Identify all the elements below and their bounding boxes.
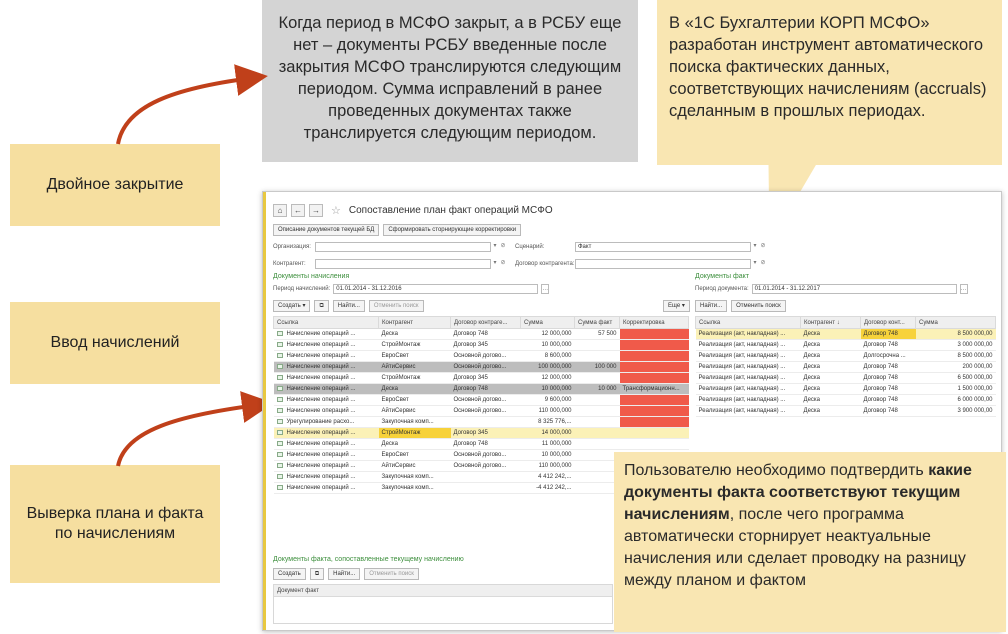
cell-text: ЕвроСвет <box>381 353 409 359</box>
table-cell: Деска <box>801 406 861 417</box>
cell-text: Начисление операций ... <box>286 408 356 415</box>
cell-text: 8 600,000 <box>544 353 572 359</box>
table-cell <box>575 461 620 472</box>
table-cell <box>379 395 451 406</box>
table-cell <box>575 439 620 450</box>
home-button[interactable]: ⌂ <box>273 204 287 217</box>
table-row[interactable] <box>696 406 996 417</box>
table-row[interactable] <box>274 340 689 351</box>
table-cell <box>575 362 620 373</box>
side-box-label: Ввод начислений <box>50 334 180 351</box>
table-cell: Деска <box>801 351 861 362</box>
table-cell: Реализация (акт, накладная) ... <box>696 384 801 395</box>
accruals-period-field[interactable]: 01.01.2014 - 31.12.2016 <box>333 284 538 294</box>
document-icon <box>277 386 283 391</box>
more-button[interactable]: Еще ▾ <box>663 300 690 312</box>
table-cell <box>521 439 575 450</box>
document-icon <box>277 485 283 490</box>
main-toolbar <box>273 224 521 236</box>
document-icon <box>277 375 283 380</box>
cancel-search-button[interactable]: Отменить поиск <box>369 300 424 312</box>
organization-label: Организация: <box>273 243 311 250</box>
cell-text: 57 500 <box>598 331 617 337</box>
cell-text: 110 000,000 <box>538 463 572 469</box>
table-cell <box>620 351 689 362</box>
cell-text: Деска <box>381 386 398 392</box>
cell-text: -4 412 242,... <box>536 485 572 491</box>
document-icon <box>277 331 283 336</box>
table-cell: Деска <box>801 384 861 395</box>
document-icon <box>277 463 283 468</box>
cell-text: АйтиСервис <box>381 408 416 414</box>
side-box-label: Выверка плана и факта по начислениям <box>26 505 204 542</box>
column-header: Сумма факт <box>575 317 620 329</box>
note-text-bold: какие документы факта соответствуют текущим начислениям <box>624 462 972 523</box>
open-icon[interactable]: ⊘ <box>760 242 766 249</box>
accruals-section-title: Документы начисления <box>273 273 350 280</box>
document-icon <box>277 452 283 457</box>
describe-documents-button[interactable]: Описание документов текущей БД <box>273 224 379 236</box>
arrow-to-gray-callout <box>118 78 252 144</box>
note-text-start: Пользователю необходимо подтвердить <box>624 462 929 479</box>
table-cell: Деска <box>801 373 861 384</box>
table-header <box>274 317 689 329</box>
table-cell <box>451 362 521 373</box>
document-icon <box>277 397 283 402</box>
open-icon[interactable]: ⊘ <box>760 259 766 266</box>
table-cell <box>620 406 689 417</box>
cell-text: Договор 748 <box>453 386 488 392</box>
document-icon <box>277 353 283 358</box>
side-box-label: Двойное закрытие <box>46 176 184 193</box>
cell-text: Начисление операций ... <box>286 485 356 492</box>
table-cell <box>620 329 689 340</box>
document-icon <box>277 408 283 413</box>
copy-icon[interactable]: ⧉ <box>314 300 328 312</box>
table-cell <box>521 406 575 417</box>
table-cell: 6 000 000,00 <box>916 395 996 406</box>
table-cell <box>521 450 575 461</box>
cell-text: 10 000,000 <box>541 386 572 392</box>
table-cell <box>521 472 575 483</box>
table-cell <box>379 472 451 483</box>
table-cell <box>379 417 451 428</box>
table-cell: Реализация (акт, накладная) ... <box>696 395 801 406</box>
table-cell <box>575 340 620 351</box>
table-cell <box>620 384 689 395</box>
table-cell <box>575 329 620 340</box>
table-cell <box>379 428 451 439</box>
counterparty-label: Контрагент: <box>273 260 306 267</box>
table-cell: 8 500 000,00 <box>916 329 996 340</box>
cell-text: 12 000,000 <box>541 331 572 337</box>
scenario-field[interactable]: Факт <box>575 242 751 252</box>
organization-field[interactable] <box>315 242 491 252</box>
callout-double-closing-note: Когда период в МСФО закрыт, а в РСБУ еще нет – документы РСБУ введенные после закрытия МСФО транслируются следующим периодом. Сумма исправлений в ранее проведенных документах также транслируется следующим периодом. <box>262 0 638 162</box>
table-cell <box>575 428 620 439</box>
table-cell <box>274 351 379 362</box>
cell-text: Начисление операций ... <box>286 331 356 338</box>
dropdown-icon[interactable]: ▾ <box>753 259 757 266</box>
fact-toolbar <box>695 300 786 312</box>
table-cell <box>274 483 379 494</box>
table-cell <box>379 362 451 373</box>
table-cell <box>274 362 379 373</box>
cell-text: Договор 748 <box>453 331 488 337</box>
cell-text: Основной догово... <box>453 452 507 458</box>
table-cell <box>379 483 451 494</box>
cell-text: Договор 345 <box>453 430 488 436</box>
cell-text: СтройМонтаж <box>381 375 421 381</box>
counterparty-field[interactable] <box>315 259 491 269</box>
table-row[interactable] <box>274 395 689 406</box>
table-cell: Деска <box>801 395 861 406</box>
table-cell <box>575 472 620 483</box>
cell-text: Начисление операций ... <box>286 441 356 448</box>
accruals-toolbar <box>273 300 424 312</box>
cell-text: СтройМонтаж <box>381 342 421 348</box>
cell-text: 10 000,000 <box>541 342 572 348</box>
table-cell: 1 500 000,00 <box>916 384 996 395</box>
table-cell: Договор 748 <box>861 329 916 340</box>
table-cell <box>451 439 521 450</box>
cell-text: Договор 345 <box>453 375 488 381</box>
table-cell <box>451 395 521 406</box>
table-row[interactable] <box>274 362 689 373</box>
cell-text: Начисление операций ... <box>286 342 356 349</box>
cell-text: Закупочная комп... <box>381 474 434 480</box>
column-header: Корректировка <box>620 317 689 329</box>
column-header: Сумма <box>916 317 996 329</box>
copy-icon[interactable]: ⧉ <box>310 568 324 580</box>
table-cell <box>521 417 575 428</box>
document-icon <box>277 342 283 347</box>
table-row[interactable] <box>274 351 689 362</box>
cell-text: 100 000 <box>594 364 617 370</box>
matched-fact-table <box>273 584 613 624</box>
table-row[interactable] <box>274 439 689 450</box>
cell-text: 11 000,000 <box>541 441 572 447</box>
table-cell <box>379 340 451 351</box>
find-button[interactable]: Найти... <box>328 568 360 580</box>
cell-text: Начисление операций ... <box>286 397 356 404</box>
table-cell <box>575 351 620 362</box>
cell-text: 4 412 242,... <box>538 474 572 480</box>
column-header: Договор конт... <box>861 317 916 329</box>
cell-text: Основной догово... <box>453 463 507 469</box>
fact-period <box>695 284 968 294</box>
table-cell <box>575 450 620 461</box>
table-cell <box>451 483 521 494</box>
period-picker-icon[interactable]: … <box>542 286 549 292</box>
back-button[interactable]: ← <box>291 204 305 217</box>
table-cell <box>521 483 575 494</box>
table-cell <box>274 329 379 340</box>
cell-text: Начисление операций ... <box>286 474 356 481</box>
open-icon[interactable]: ⊘ <box>500 242 506 249</box>
table-cell: Деска <box>801 329 861 340</box>
table-cell <box>575 384 620 395</box>
table-cell: Деска <box>801 362 861 373</box>
table-cell: Деска <box>801 340 861 351</box>
table-cell <box>620 373 689 384</box>
table-cell: Договор 748 <box>861 384 916 395</box>
table-row[interactable] <box>696 384 996 395</box>
table-cell <box>521 461 575 472</box>
column-header: Ссылка <box>696 317 801 329</box>
app-accent-bar <box>263 192 266 630</box>
cancel-search-button[interactable]: Отменить поиск <box>731 300 786 312</box>
contract-field[interactable] <box>575 259 751 269</box>
table-cell: Договор 748 <box>861 340 916 351</box>
cell-text: Деска <box>381 331 398 337</box>
table-cell <box>521 329 575 340</box>
table-cell <box>451 406 521 417</box>
cell-text: ЕвроСвет <box>381 397 409 403</box>
table-cell <box>274 384 379 395</box>
period-picker-icon[interactable]: … <box>960 286 967 292</box>
side-box-double-closing <box>10 144 220 226</box>
table-cell <box>521 428 575 439</box>
cell-text: Договор 345 <box>453 342 488 348</box>
fact-period-label: Период документа: <box>695 286 749 292</box>
side-box-accrual-entry <box>10 302 220 384</box>
cell-text: 12 000,000 <box>541 375 572 381</box>
cell-text: 10 000 <box>598 386 617 392</box>
fact-section-title: Документы факт <box>695 273 750 280</box>
table-cell <box>274 340 379 351</box>
table-cell <box>274 450 379 461</box>
table-cell: Долгосрочна ... <box>861 351 916 362</box>
create-button[interactable]: Создать <box>273 568 306 580</box>
table-cell: Реализация (акт, накладная) ... <box>696 329 801 340</box>
matched-fact-section-title: Документы факта, сопоставленные текущему начислению <box>273 556 464 563</box>
table-cell <box>575 395 620 406</box>
document-icon <box>277 364 283 369</box>
column-header: Сумма <box>521 317 575 329</box>
table-cell <box>575 417 620 428</box>
create-reversal-button[interactable]: Сформировать сторнирующие корректировки <box>383 224 521 236</box>
table-cell <box>379 461 451 472</box>
cell-text: Начисление операций ... <box>286 364 356 371</box>
table-cell <box>274 395 379 406</box>
note-text-end: , после чего программа автоматически сторнирует неактуальные начисления или сделает проводку на разницу между планом и фактом <box>624 506 966 589</box>
table-cell <box>521 395 575 406</box>
callout-user-confirmation-note <box>614 452 1006 632</box>
table-cell: Договор 748 <box>861 406 916 417</box>
table-cell <box>620 395 689 406</box>
table-cell <box>274 439 379 450</box>
table-row[interactable] <box>274 329 689 340</box>
scenario-label: Сценарий: <box>515 243 545 250</box>
column-header: Контрагент <box>379 317 451 329</box>
table-cell <box>274 406 379 417</box>
cell-text: АйтиСервис <box>381 364 416 370</box>
create-button[interactable]: Создать ▾ <box>273 300 310 312</box>
table-cell <box>379 450 451 461</box>
table-row[interactable] <box>696 362 996 373</box>
table-cell <box>451 428 521 439</box>
table-cell: 200 000,00 <box>916 362 996 373</box>
column-header: Договор контраге... <box>451 317 521 329</box>
cell-text: Договор 748 <box>453 441 488 447</box>
table-cell <box>379 439 451 450</box>
arrow-to-accrual-row <box>118 405 258 466</box>
table-cell <box>451 340 521 351</box>
table-cell <box>521 351 575 362</box>
cell-text: 9 600,000 <box>544 397 572 403</box>
column-header: Контрагент ↓ <box>801 317 861 329</box>
window-title: Сопоставление план факт операций МСФО <box>348 204 553 216</box>
table-cell <box>451 384 521 395</box>
table-cell <box>274 373 379 384</box>
table-row[interactable] <box>696 395 996 406</box>
accruals-period <box>273 284 549 294</box>
contract-label: Договор контрагента: <box>515 260 575 267</box>
cell-text: Трансформационн... <box>622 386 680 392</box>
table-cell <box>521 340 575 351</box>
cell-text: Начисление операций ... <box>286 452 356 459</box>
document-icon <box>277 441 283 446</box>
cell-text: Начисление операций ... <box>286 430 356 437</box>
cell-text: 14 000,000 <box>541 430 572 436</box>
cell-text: Закупочная комп... <box>381 419 434 425</box>
table-cell: Реализация (акт, накладная) ... <box>696 351 801 362</box>
table-cell <box>575 373 620 384</box>
table-row[interactable] <box>696 351 996 362</box>
cell-text: 8 325 776,... <box>538 419 572 425</box>
table-cell <box>620 417 689 428</box>
cell-text: 110 000,000 <box>538 408 572 414</box>
organization-row <box>273 241 767 252</box>
callout-auto-search-note: В «1С Бухгалтерии КОРП МСФО» разработан инструмент автоматического поиска фактических данных, соответствующих начислениям (accruals) сделанным в прошлых периодах. <box>657 0 1002 165</box>
table-cell: Договор 748 <box>861 362 916 373</box>
dropdown-icon[interactable]: ▾ <box>493 242 497 249</box>
cell-text: Основной догово... <box>453 397 507 403</box>
open-icon[interactable]: ⊘ <box>500 259 506 266</box>
cell-text: Начисление операций ... <box>286 386 356 393</box>
document-icon <box>277 430 283 435</box>
cell-text: 10 000,000 <box>541 452 572 458</box>
column-header: Ссылка <box>274 317 379 329</box>
table-cell <box>620 340 689 351</box>
cell-text: ЕвроСвет <box>381 452 409 458</box>
table-cell <box>451 472 521 483</box>
table-cell: Договор 748 <box>861 395 916 406</box>
fact-documents-table <box>695 316 996 417</box>
table-cell <box>521 384 575 395</box>
find-button[interactable]: Найти... <box>695 300 727 312</box>
cell-text: Основной догово... <box>453 353 507 359</box>
table-row[interactable] <box>274 406 689 417</box>
table-cell <box>274 461 379 472</box>
cell-text: СтройМонтаж <box>381 430 421 436</box>
cell-text: АйтиСервис <box>381 463 416 469</box>
table-cell: Договор 748 <box>861 373 916 384</box>
table-row[interactable] <box>274 428 689 439</box>
table-cell <box>451 329 521 340</box>
cell-text: 100 000,000 <box>538 364 572 370</box>
table-cell <box>451 373 521 384</box>
table-row[interactable] <box>274 373 689 384</box>
table-cell: Реализация (акт, накладная) ... <box>696 340 801 351</box>
table-cell: Реализация (акт, накладная) ... <box>696 362 801 373</box>
table-row[interactable] <box>696 329 996 340</box>
table-cell <box>620 439 689 450</box>
table-row[interactable] <box>274 384 689 395</box>
table-cell <box>379 351 451 362</box>
table-cell: 3 000 000,00 <box>916 340 996 351</box>
document-icon <box>277 474 283 479</box>
cancel-search-button[interactable]: Отменить поиск <box>364 568 419 580</box>
cell-text: Начисление операций ... <box>286 353 356 360</box>
table-cell <box>521 362 575 373</box>
forward-button[interactable]: → <box>309 204 323 217</box>
table-cell <box>521 373 575 384</box>
cell-text: Основной догово... <box>453 364 507 370</box>
table-cell <box>379 406 451 417</box>
table-cell <box>575 406 620 417</box>
table-cell: 6 500 000,00 <box>916 373 996 384</box>
table-cell <box>274 472 379 483</box>
table-row[interactable] <box>274 417 689 428</box>
document-icon <box>277 419 283 424</box>
table-cell <box>274 428 379 439</box>
counterparty-row <box>273 258 767 269</box>
table-cell <box>451 450 521 461</box>
table-cell: 3 900 000,00 <box>916 406 996 417</box>
table-row[interactable] <box>696 340 996 351</box>
table-cell <box>620 362 689 373</box>
table-cell <box>274 417 379 428</box>
dropdown-icon[interactable]: ▾ <box>753 242 757 249</box>
table-cell: Реализация (акт, накладная) ... <box>696 406 801 417</box>
table-cell <box>451 461 521 472</box>
titlebar <box>273 202 553 218</box>
table-cell <box>575 483 620 494</box>
cell-text: Начисление операций ... <box>286 463 356 470</box>
dropdown-icon[interactable]: ▾ <box>493 259 497 266</box>
table-cell <box>620 428 689 439</box>
table-header <box>696 317 996 329</box>
side-box-plan-fact-reconciliation <box>10 465 220 583</box>
cell-text: Закупочная комп... <box>381 485 434 491</box>
table-cell <box>379 384 451 395</box>
fact-period-field[interactable]: 01.01.2014 - 31.12.2017 <box>752 284 957 294</box>
table-cell <box>379 373 451 384</box>
accruals-period-label: Период начислений: <box>273 286 331 292</box>
table-cell <box>451 351 521 362</box>
matched-fact-toolbar <box>273 568 419 580</box>
cell-text: Начисление операций ... <box>286 375 356 382</box>
find-button[interactable]: Найти... <box>333 300 365 312</box>
cell-text: Урегулирование расхо... <box>286 419 355 426</box>
matched-fact-header: Документ факт <box>274 585 612 597</box>
table-row[interactable] <box>696 373 996 384</box>
star-icon[interactable]: ☆ <box>331 204 341 217</box>
cell-text: Деска <box>381 441 398 447</box>
table-cell <box>379 329 451 340</box>
table-cell: Реализация (акт, накладная) ... <box>696 373 801 384</box>
cell-text: Основной догово... <box>453 408 507 414</box>
table-cell <box>451 417 521 428</box>
table-cell: 8 500 000,00 <box>916 351 996 362</box>
